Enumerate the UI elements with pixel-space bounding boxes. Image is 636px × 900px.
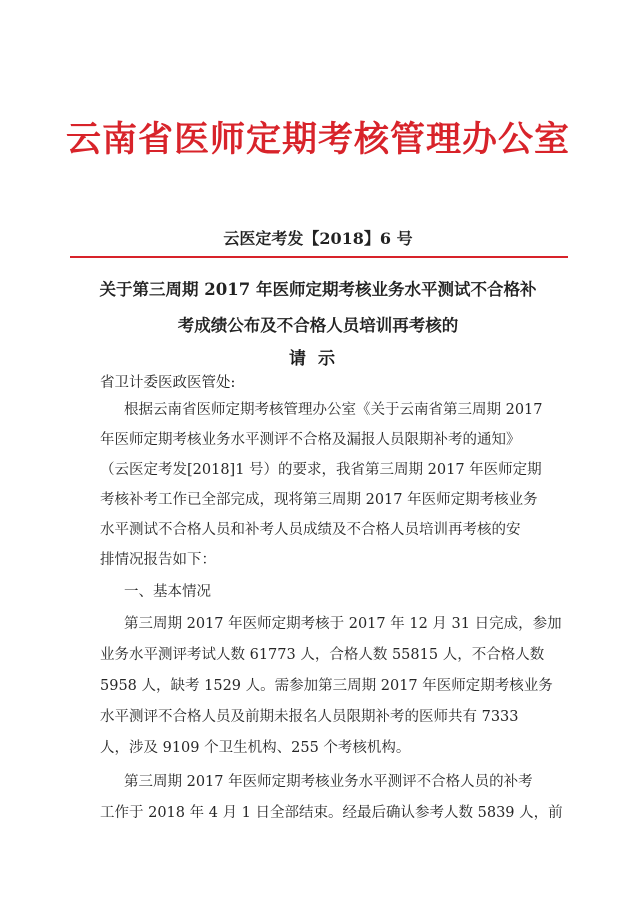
section-1-heading: 一、基本情况 bbox=[124, 584, 211, 600]
document-title-line-2: 考成绩公布及不合格人员培训再考核的 bbox=[177, 316, 459, 335]
paragraph-1-line: 年医师定期考核业务水平测评不合格及漏报人员限期补考的通知》 bbox=[100, 432, 521, 448]
paragraph-2-line: 水平测评不合格人员及前期未报名人员限期补考的医师共有 7333 bbox=[100, 709, 519, 725]
paragraph-1-line: 根据云南省医师定期考核管理办公室《关于云南省第三周期 2017 bbox=[124, 402, 543, 418]
document-title-line-1: 关于第三周期 2017 年医师定期考核业务水平测试不合格补 bbox=[99, 280, 537, 299]
paragraph-1-line: 考核补考工作已全部完成，现将第三周期 2017 年医师定期考核业务 bbox=[100, 492, 538, 508]
paragraph-3-line: 第三周期 2017 年医师定期考核业务水平测评不合格人员的补考 bbox=[124, 774, 533, 790]
paragraph-2-line: 5958 人，缺考 1529 人。需参加第三周期 2017 年医师定期考核业务 bbox=[100, 678, 553, 694]
paragraph-3-line: 工作于 2018 年 4 月 1 日全部结束。经最后确认参考人数 5839 人，前 bbox=[100, 805, 563, 821]
paragraph-2-line: 人，涉及 9109 个卫生机构、255 个考核机构。 bbox=[100, 740, 411, 756]
paragraph-1-line: 水平测试不合格人员和补考人员成绩及不合格人员培训再考核的安 bbox=[100, 522, 521, 538]
organization-header: 云南省医师定期考核管理办公室 bbox=[65, 119, 570, 160]
addressee: 省卫计委医政医管处: bbox=[100, 375, 236, 391]
document-number: 云医定考发【2018】6 号 bbox=[223, 229, 413, 248]
paragraph-2-line: 业务水平测评考试人数 61773 人，合格人数 55815 人，不合格人数 bbox=[100, 647, 545, 663]
paragraph-1-line: （云医定考发[2018]1 号）的要求，我省第三周期 2017 年医师定期 bbox=[100, 462, 542, 478]
document-type: 请示 bbox=[289, 349, 347, 369]
paragraph-1-line: 排情况报告如下： bbox=[100, 552, 216, 568]
paragraph-2-line: 第三周期 2017 年医师定期考核于 2017 年 12 月 31 日完成，参加 bbox=[124, 616, 562, 632]
red-divider-line bbox=[70, 256, 568, 258]
